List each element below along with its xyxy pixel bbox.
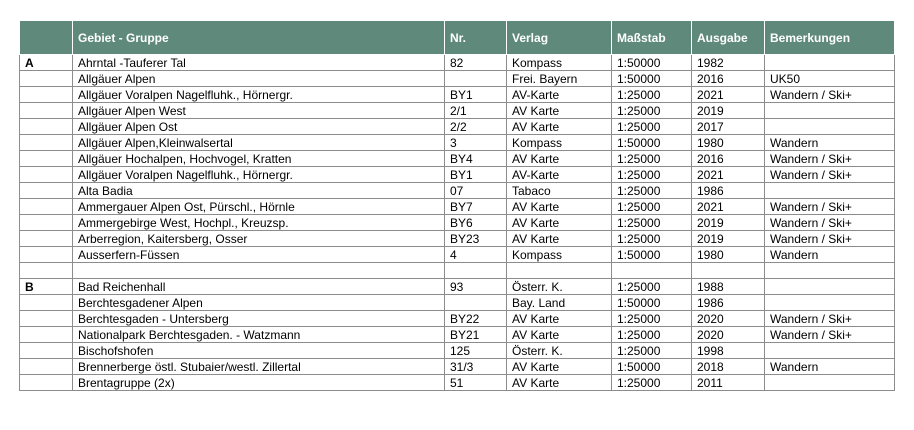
cell-massstab [612, 263, 692, 279]
cell-verlag: Frei. Bayern [507, 71, 612, 87]
cell-nr: 2/2 [445, 119, 507, 135]
cell-nr: BY22 [445, 311, 507, 327]
table-row [20, 119, 895, 135]
cell-ausgabe: 2016 [692, 71, 765, 87]
cell-gebiet: Arberregion, Kaitersberg, Osser [73, 231, 445, 247]
cell-ausgabe: 2019 [692, 215, 765, 231]
cell-massstab: 1:25000 [612, 311, 692, 327]
cell-ausgabe: 2018 [692, 359, 765, 375]
cell-letter [20, 343, 73, 359]
cell-gebiet: Ahrntal -Tauferer Tal [73, 55, 445, 71]
cell-gebiet: Alta Badia [73, 183, 445, 199]
cell-verlag: AV Karte [507, 103, 612, 119]
cell-letter [20, 71, 73, 87]
cell-nr: BY7 [445, 199, 507, 215]
cell-massstab: 1:25000 [612, 375, 692, 391]
cell-letter [20, 311, 73, 327]
cell-letter [20, 167, 73, 183]
cell-verlag: AV Karte [507, 359, 612, 375]
cell-letter [20, 375, 73, 391]
cell-nr: 2/1 [445, 103, 507, 119]
cell-ausgabe: 1998 [692, 343, 765, 359]
table-row [20, 295, 895, 311]
cell-bemerkungen: Wandern / Ski+ [765, 215, 895, 231]
cell-nr [445, 71, 507, 87]
cell-massstab: 1:25000 [612, 183, 692, 199]
cell-massstab: 1:50000 [612, 247, 692, 263]
header-massstab: Maßstab [612, 21, 692, 55]
cell-gebiet: Allgäuer Alpen,Kleinwalsertal [73, 135, 445, 151]
cell-nr: 31/3 [445, 359, 507, 375]
cell-gebiet: Allgäuer Alpen West [73, 103, 445, 119]
cell-verlag: AV-Karte [507, 167, 612, 183]
cell-letter [20, 119, 73, 135]
cell-ausgabe: 2021 [692, 199, 765, 215]
cell-bemerkungen: Wandern / Ski+ [765, 87, 895, 103]
cell-verlag: Kompass [507, 55, 612, 71]
cell-ausgabe: 2020 [692, 311, 765, 327]
cell-verlag: AV Karte [507, 119, 612, 135]
cell-massstab: 1:50000 [612, 71, 692, 87]
cell-ausgabe: 2020 [692, 327, 765, 343]
cell-gebiet: Bischofshofen [73, 343, 445, 359]
header-bemerkungen: Bemerkungen [765, 21, 895, 55]
cell-letter [20, 359, 73, 375]
cell-verlag: AV-Karte [507, 87, 612, 103]
cell-nr: 93 [445, 279, 507, 295]
cell-nr [445, 263, 507, 279]
cell-bemerkungen [765, 103, 895, 119]
cell-nr: 125 [445, 343, 507, 359]
cell-massstab: 1:50000 [612, 295, 692, 311]
cell-letter: A [20, 55, 73, 71]
cell-gebiet: Allgäuer Hochalpen, Hochvogel, Kratten [73, 151, 445, 167]
cell-nr: 3 [445, 135, 507, 151]
cell-letter [20, 183, 73, 199]
cell-bemerkungen: Wandern [765, 135, 895, 151]
cell-letter [20, 295, 73, 311]
cell-ausgabe [692, 263, 765, 279]
cell-massstab: 1:50000 [612, 55, 692, 71]
cell-ausgabe: 2016 [692, 151, 765, 167]
cell-letter [20, 199, 73, 215]
cell-letter [20, 327, 73, 343]
cell-ausgabe: 1986 [692, 183, 765, 199]
cell-verlag: AV Karte [507, 327, 612, 343]
cell-letter [20, 231, 73, 247]
cell-nr: 51 [445, 375, 507, 391]
cell-nr: BY4 [445, 151, 507, 167]
table-row [20, 103, 895, 119]
cell-verlag: Tabaco [507, 183, 612, 199]
cell-nr: BY21 [445, 327, 507, 343]
table-row [20, 55, 895, 71]
cell-nr: 82 [445, 55, 507, 71]
cell-massstab: 1:25000 [612, 103, 692, 119]
cell-gebiet: Berchtesgadener Alpen [73, 295, 445, 311]
cell-massstab: 1:25000 [612, 151, 692, 167]
cell-gebiet: Berchtesgaden - Untersberg [73, 311, 445, 327]
cell-bemerkungen: UK50 [765, 71, 895, 87]
table-row [20, 135, 895, 151]
table-row [20, 231, 895, 247]
cell-nr: BY1 [445, 167, 507, 183]
cell-verlag: AV Karte [507, 231, 612, 247]
table-row [20, 151, 895, 167]
table-row [20, 311, 895, 327]
table-row [20, 215, 895, 231]
header-gebiet: Gebiet - Gruppe [73, 21, 445, 55]
cell-letter [20, 103, 73, 119]
cell-ausgabe: 2017 [692, 119, 765, 135]
cell-letter: B [20, 279, 73, 295]
cell-massstab: 1:25000 [612, 199, 692, 215]
cell-letter [20, 87, 73, 103]
table-row [20, 343, 895, 359]
cell-letter [20, 263, 73, 279]
table-row [20, 359, 895, 375]
cell-massstab: 1:50000 [612, 135, 692, 151]
cell-massstab: 1:25000 [612, 215, 692, 231]
cell-verlag: AV Karte [507, 151, 612, 167]
cell-bemerkungen: Wandern / Ski+ [765, 199, 895, 215]
cell-gebiet: Nationalpark Berchtesgaden. - Watzmann [73, 327, 445, 343]
cell-bemerkungen: Wandern [765, 247, 895, 263]
cell-massstab: 1:25000 [612, 87, 692, 103]
cell-massstab: 1:25000 [612, 343, 692, 359]
cell-bemerkungen [765, 119, 895, 135]
cell-verlag: AV Karte [507, 215, 612, 231]
cell-ausgabe: 1980 [692, 247, 765, 263]
cell-nr: 4 [445, 247, 507, 263]
cell-letter [20, 151, 73, 167]
cell-letter [20, 135, 73, 151]
table-row [20, 327, 895, 343]
header-letter [20, 21, 73, 55]
cell-bemerkungen [765, 183, 895, 199]
cell-gebiet: Ausserfern-Füssen [73, 247, 445, 263]
cell-ausgabe: 2019 [692, 231, 765, 247]
cell-ausgabe: 2021 [692, 167, 765, 183]
header-row [20, 21, 895, 55]
header-nr: Nr. [445, 21, 507, 55]
header-verlag: Verlag [507, 21, 612, 55]
cell-massstab: 1:25000 [612, 279, 692, 295]
table-row [20, 199, 895, 215]
cell-bemerkungen: Wandern / Ski+ [765, 231, 895, 247]
header-ausgabe: Ausgabe [692, 21, 765, 55]
cell-verlag: AV Karte [507, 311, 612, 327]
cell-gebiet: Brennerberge östl. Stubaier/westl. Zillertal [73, 359, 445, 375]
cell-nr: BY23 [445, 231, 507, 247]
table-row [20, 167, 895, 183]
cell-bemerkungen [765, 55, 895, 71]
cell-gebiet: Brentagruppe (2x) [73, 375, 445, 391]
table-row [20, 279, 895, 295]
cell-verlag [507, 263, 612, 279]
cell-gebiet: Ammergauer Alpen Ost, Pürschl., Hörnle [73, 199, 445, 215]
cell-nr [445, 295, 507, 311]
cell-gebiet: Allgäuer Alpen Ost [73, 119, 445, 135]
cell-bemerkungen [765, 375, 895, 391]
table-row [20, 71, 895, 87]
cell-bemerkungen [765, 263, 895, 279]
cell-bemerkungen: Wandern / Ski+ [765, 311, 895, 327]
cell-verlag: Bay. Land [507, 295, 612, 311]
cell-ausgabe: 2011 [692, 375, 765, 391]
cell-nr: 07 [445, 183, 507, 199]
cell-verlag: Österr. K. [507, 279, 612, 295]
table-row [20, 183, 895, 199]
cell-gebiet [73, 263, 445, 279]
cell-ausgabe: 1980 [692, 135, 765, 151]
cell-letter [20, 215, 73, 231]
cell-nr: BY1 [445, 87, 507, 103]
cell-ausgabe: 1988 [692, 279, 765, 295]
cell-verlag: Kompass [507, 135, 612, 151]
cell-gebiet: Ammergebirge West, Hochpl., Kreuzsp. [73, 215, 445, 231]
cell-bemerkungen [765, 343, 895, 359]
cell-ausgabe: 1986 [692, 295, 765, 311]
cell-bemerkungen: Wandern / Ski+ [765, 167, 895, 183]
cell-ausgabe: 2021 [692, 87, 765, 103]
cell-bemerkungen [765, 279, 895, 295]
cell-gebiet: Allgäuer Voralpen Nagelfluhk., Hörnergr. [73, 167, 445, 183]
cell-ausgabe: 1982 [692, 55, 765, 71]
cell-bemerkungen [765, 295, 895, 311]
cell-verlag: AV Karte [507, 375, 612, 391]
cell-nr: BY6 [445, 215, 507, 231]
cell-gebiet: Bad Reichenhall [73, 279, 445, 295]
cell-verlag: Österr. K. [507, 343, 612, 359]
cell-massstab: 1:50000 [612, 359, 692, 375]
table-row [20, 375, 895, 391]
cell-ausgabe: 2019 [692, 103, 765, 119]
cell-massstab: 1:25000 [612, 327, 692, 343]
cell-bemerkungen: Wandern [765, 359, 895, 375]
cell-verlag: AV Karte [507, 199, 612, 215]
cell-bemerkungen: Wandern / Ski+ [765, 151, 895, 167]
table-row [20, 263, 895, 279]
cell-verlag: Kompass [507, 247, 612, 263]
cell-massstab: 1:25000 [612, 119, 692, 135]
cell-gebiet: Allgäuer Voralpen Nagelfluhk., Hörnergr. [73, 87, 445, 103]
table-row [20, 247, 895, 263]
cell-letter [20, 247, 73, 263]
cell-gebiet: Allgäuer Alpen [73, 71, 445, 87]
cell-massstab: 1:25000 [612, 231, 692, 247]
cell-massstab: 1:25000 [612, 167, 692, 183]
cell-bemerkungen: Wandern / Ski+ [765, 327, 895, 343]
map-catalog-table [19, 20, 895, 391]
table-row [20, 87, 895, 103]
